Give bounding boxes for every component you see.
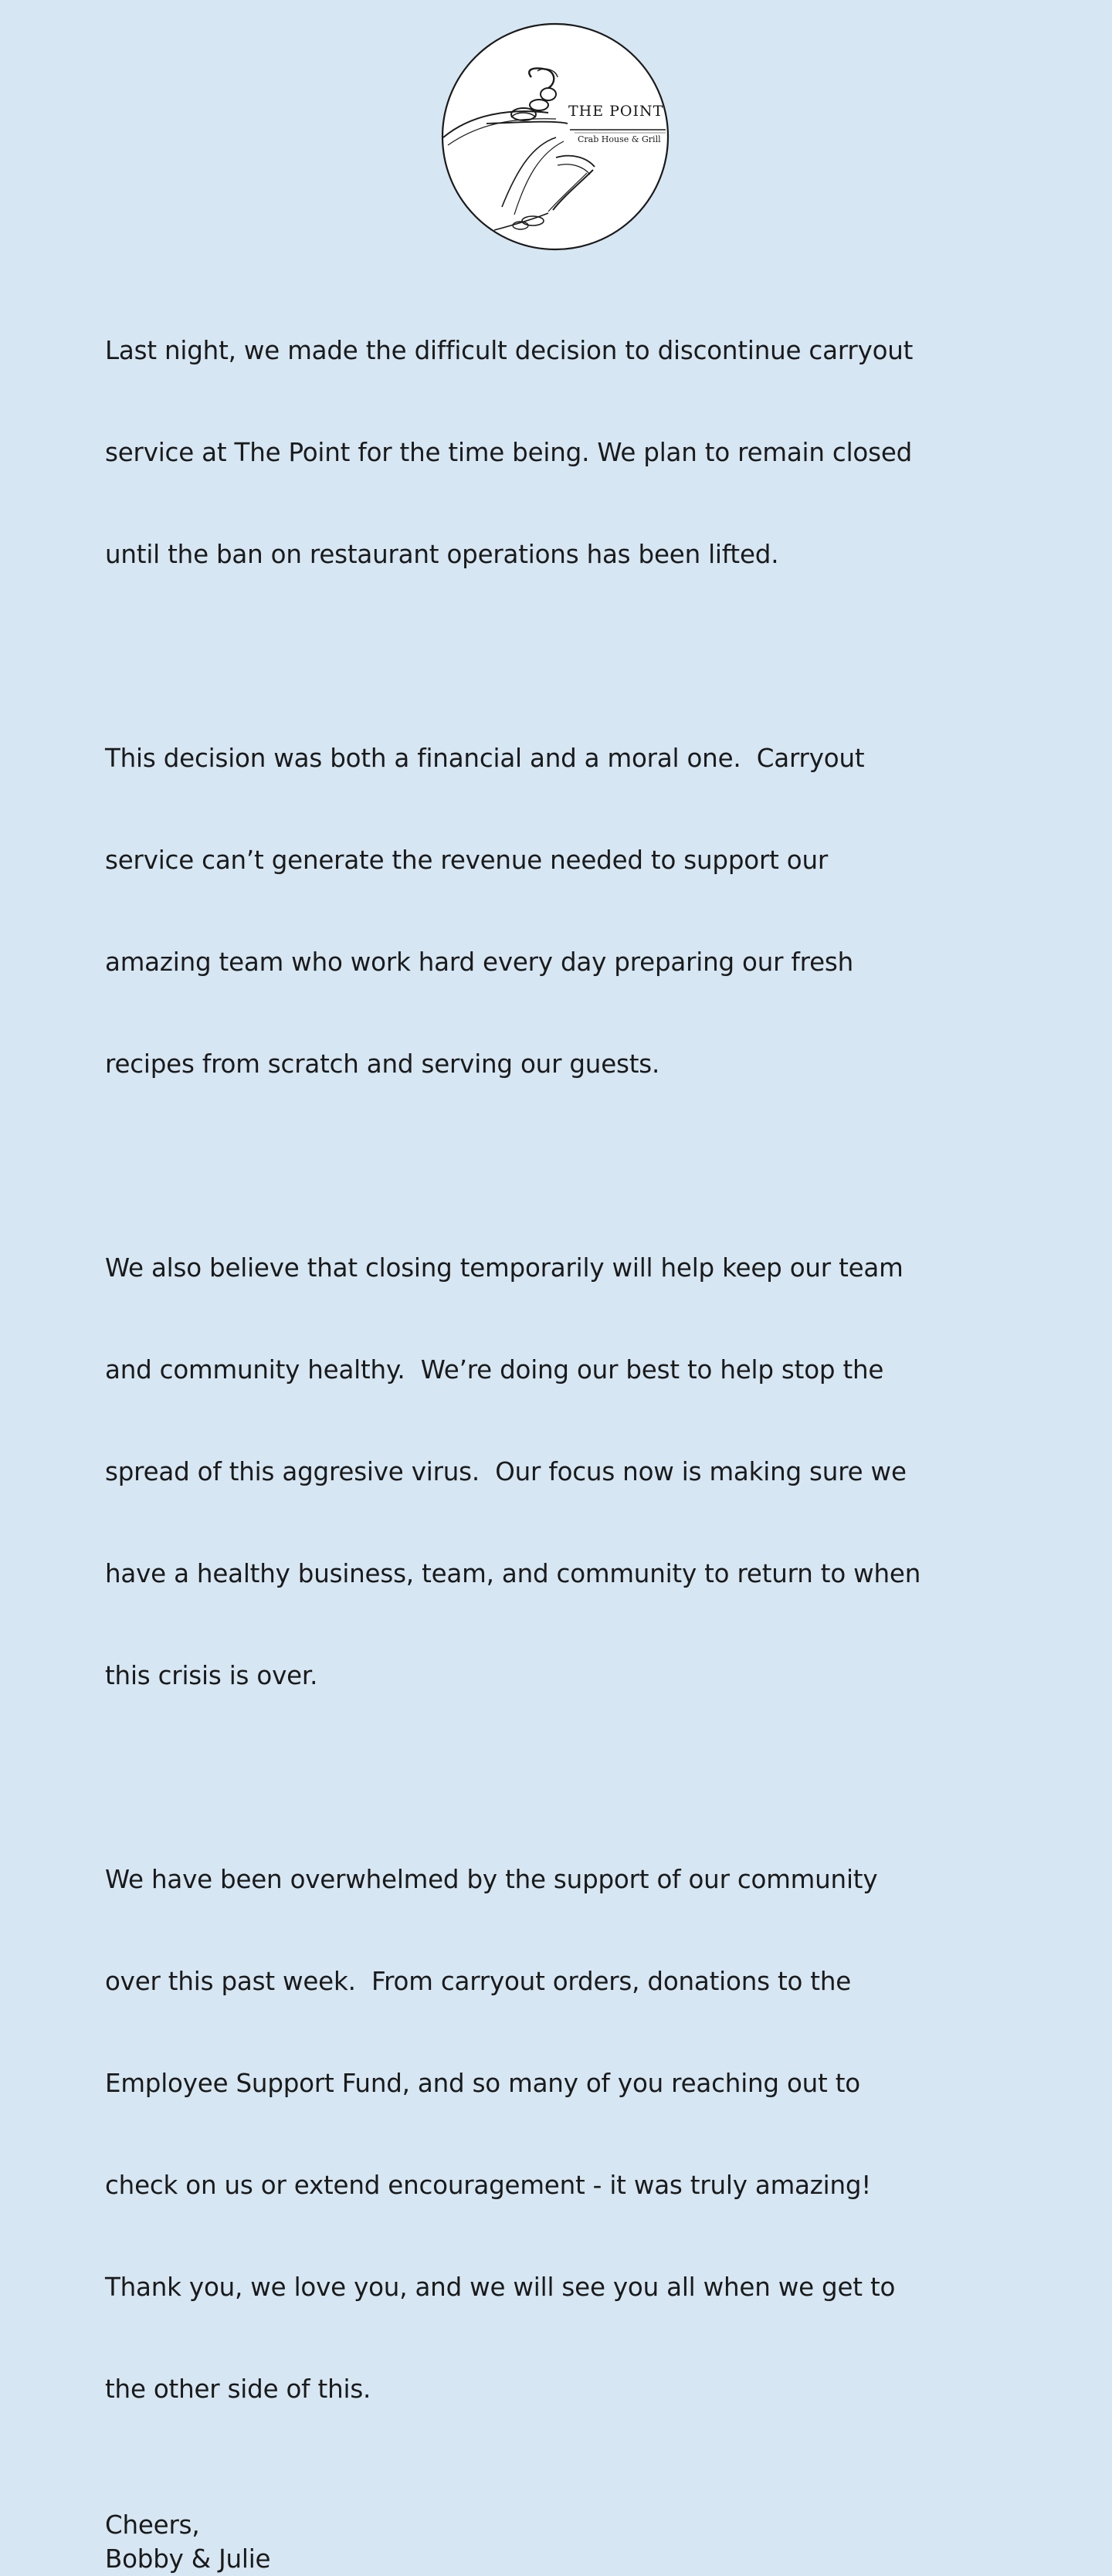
paragraph-closure <box>105 266 1032 639</box>
text-line: this crisis is over. <box>105 1661 318 1690</box>
text-line: We have been overwhelmed by the support of our community <box>105 1865 878 1894</box>
paragraph-thanks <box>105 1795 1032 2474</box>
text-line: amazing team who work hard every day preparing our fresh <box>105 947 854 977</box>
closing-text: Cheers, <box>105 2510 200 2540</box>
text-line: check on us or extend encouragement - it was truly amazing! <box>105 2171 872 2200</box>
logo-tagline: Crab House & Grill <box>578 134 661 144</box>
text-line: spread of this aggresive virus. Our focus now is making sure we <box>105 1457 907 1486</box>
text-line: service can’t generate the revenue needed to support our <box>105 846 829 875</box>
text-line: over this past week. From carryout orders, donations to the <box>105 1967 852 1996</box>
text-line: the other side of this. <box>105 2374 371 2404</box>
paragraph-health <box>105 1183 1032 1761</box>
paragraph-decision <box>105 673 1032 1149</box>
text-line: This decision was both a financial and a moral one. Carryout <box>105 744 865 773</box>
text-line: recipes from scratch and serving our guests. <box>105 1049 660 1079</box>
restaurant-logo <box>440 22 670 252</box>
text-line: have a healthy business, team, and community to return to when <box>105 1559 921 1588</box>
text-line: Thank you, we love you, and we will see you all when we get to <box>105 2273 896 2302</box>
text-line: service at The Point for the time being. We plan to remain closed <box>105 438 913 467</box>
text-line: until the ban on restaurant operations has been lifted. <box>105 540 779 569</box>
text-line: and community healthy. We’re doing our best to help stop the <box>105 1355 884 1385</box>
signoff <box>105 2508 1032 2576</box>
text-line: We also believe that closing temporarily will help keep our team <box>105 1253 904 1283</box>
text-line: Last night, we made the difficult decision to discontinue carryout <box>105 336 914 365</box>
logo-crab-emblem <box>440 22 670 252</box>
signature-text: Bobby & Julie <box>105 2544 271 2574</box>
text-line: Employee Support Fund, and so many of you reaching out to <box>105 2069 860 2098</box>
letter-body <box>105 266 1032 2576</box>
logo-name: THE POINT <box>568 103 664 120</box>
